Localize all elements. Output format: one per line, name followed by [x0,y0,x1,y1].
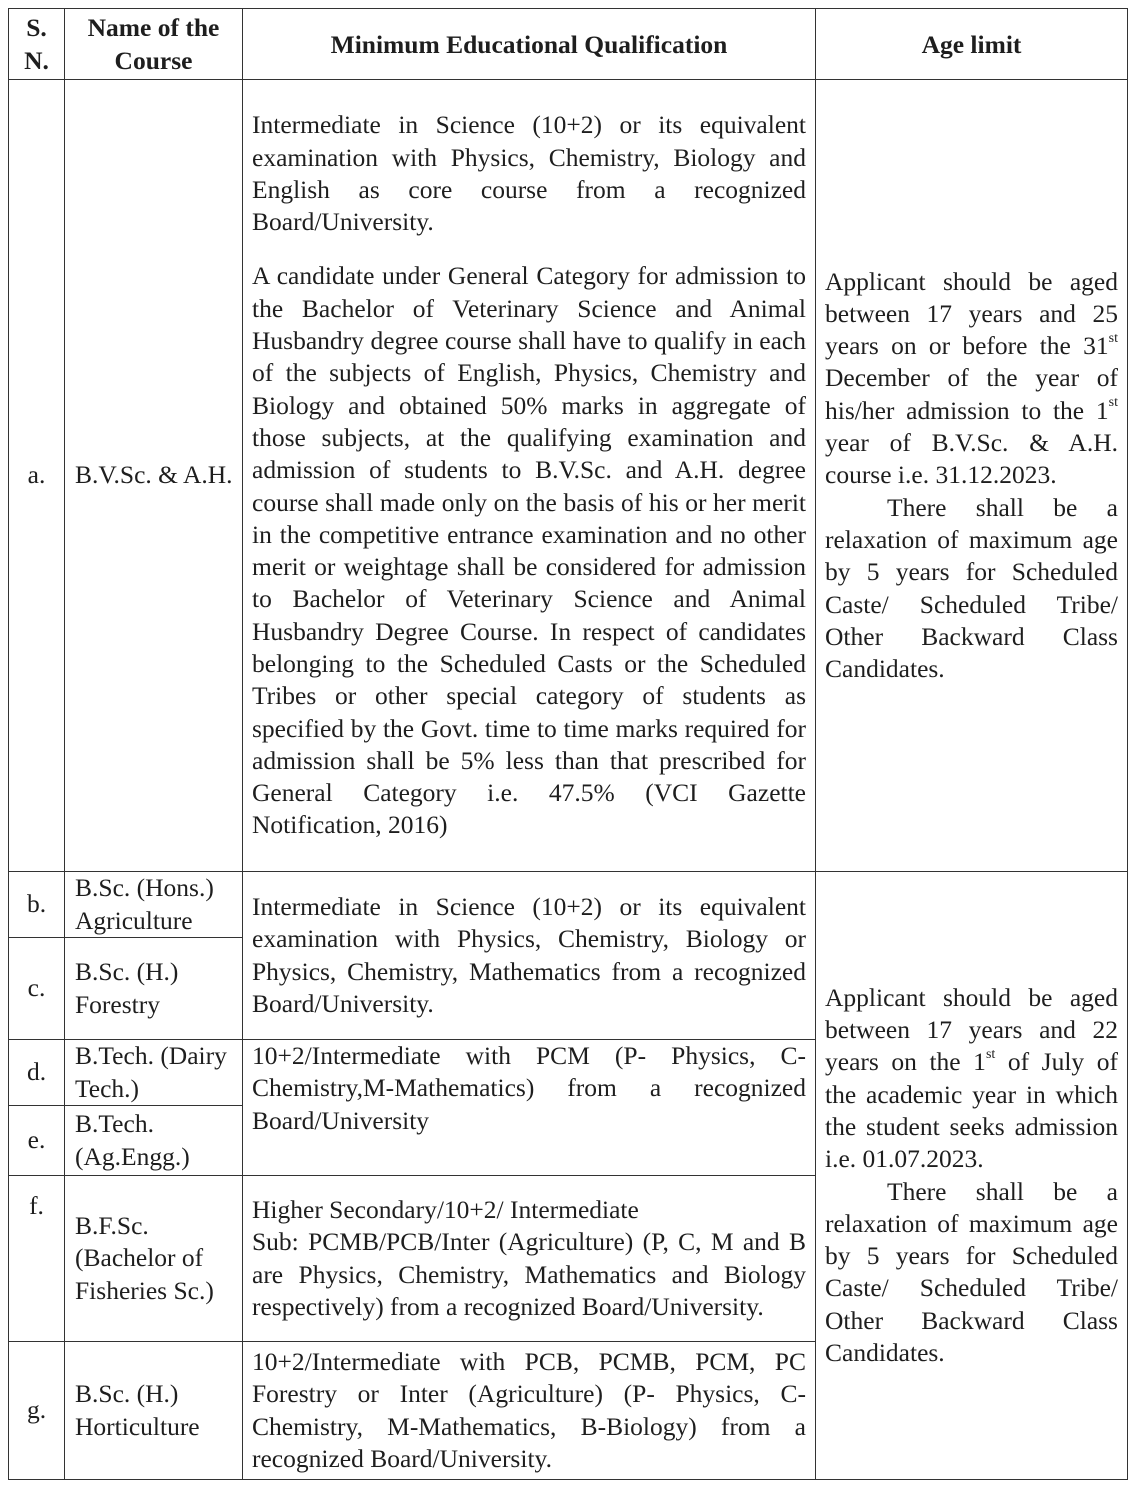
header-qualification: Minimum Educational Qualification [243,9,816,80]
serial-number: d. [9,1040,65,1106]
qualification-paragraph: Sub: PCMB/PCB/Inter (Agriculture) (P, C, M and B are Physics, Chemistry, Mathematics and Biology respectively) from a recognized Board/University. [252,1227,806,1321]
age-text: year of B.V.Sc. & A.H. course i.e. 31.12.2023. [825,428,1118,490]
qualification-cell: Intermediate in Science (10+2) or its equivalent examination with Physics, Chemistry, Biology or Physics, Chemistry, Mathematics from a recognized Board/University. [243,872,816,1040]
age-text: of July of the academic year in which the student seeks admission i.e. 01.07.2023. [825,1047,1118,1174]
course-name: B.V.Sc. & A.H. [65,80,243,872]
header-age: Age limit [816,9,1128,80]
age-limit-paragraph [825,266,1118,492]
serial-number: f. [9,1176,65,1342]
eligibility-table [8,8,1128,1480]
relaxation-paragraph: There shall be a relaxation of maximum age by 5 years for Scheduled Caste/ Scheduled Tribe/ Other Backward Class Candidates. [825,492,1118,684]
age-text: December of the year of his/her admission to the 1 [825,363,1118,425]
qualification-cell: 10+2/Intermediate with PCM (P- Physics, C- Chemistry,M-Mathematics) from a recognized Board/University [243,1040,816,1176]
header-course: Name of the Course [65,9,243,80]
serial-number: b. [9,872,65,938]
qualification-cell [243,80,816,872]
serial-number: g. [9,1342,65,1480]
age-limit-cell [816,80,1128,872]
serial-number: a. [9,80,65,872]
qualification-cell [243,1176,816,1342]
table-row [9,872,1128,938]
age-text: Applicant should be aged between 17 years and 22 years on the 1 [825,982,1118,1077]
serial-number: c. [9,938,65,1040]
ordinal-suffix: st [1108,395,1118,411]
course-name: B.Sc. (Hons.) Agriculture [65,872,243,938]
course-name: B.Sc. (H.) Horticulture [65,1342,243,1480]
qualification-paragraph: Intermediate in Science (10+2) or its equivalent examination with Physics, Chemistry, Biology and English as core course from a recognized Board/University. [252,110,806,237]
qualification-cell: 10+2/Intermediate with PCB, PCMB, PCM, PC Forestry or Inter (Agriculture) (P- Physics, C-Chemistry, M-Mathematics, B-Biology) from a recognized Board/University. [243,1342,816,1480]
course-name: B.Tech. (Dairy Tech.) [65,1040,243,1106]
age-limit-cell [816,872,1128,1480]
relaxation-paragraph: There shall be a relaxation of maximum age by 5 years for Scheduled Caste/ Scheduled Tribe/ Other Backward Class Candidates. [825,1176,1118,1367]
qualification-paragraph: A candidate under General Category for admission to the Bachelor of Veterinary Science and Animal Husbandry degree course shall have to qualify in each of the subjects of English, Physics, Chemistry and Biology and obtained 50% marks in aggregate of those subjects, at the qualifying examination and admission of students to B.V.Sc. and A.H. degree course shall made only on the basis of his or her merit in the competitive entrance examination and no other merit or weightage shall be considered for admission to Bachelor of Veterinary Science and Animal Husbandry Degree Course. In respect of candidates belonging to the Scheduled Casts or the Scheduled Tribes or other special category of students as specified by the Govt. time to time marks required for admission shall be 5% less than that prescribed for General Category i.e. 47.5% (VCI Gazette Notification, 2016) [252,261,806,840]
ordinal-suffix: st [1108,330,1118,346]
header-row [9,9,1128,80]
qualification-line: Higher Secondary/10+2/ Intermediate [252,1194,639,1224]
table-row [9,80,1128,872]
course-name: B.F.Sc. (Bachelor of Fisheries Sc.) [65,1176,243,1342]
course-name: B.Tech. (Ag.Engg.) [65,1106,243,1176]
age-limit-paragraph [825,982,1118,1176]
serial-number: e. [9,1106,65,1176]
header-sn: S. N. [9,9,65,80]
course-name: B.Sc. (H.) Forestry [65,938,243,1040]
ordinal-suffix: st [985,1046,996,1062]
age-text: Applicant should be aged between 17 years and 25 years on or before the 31 [825,266,1118,361]
